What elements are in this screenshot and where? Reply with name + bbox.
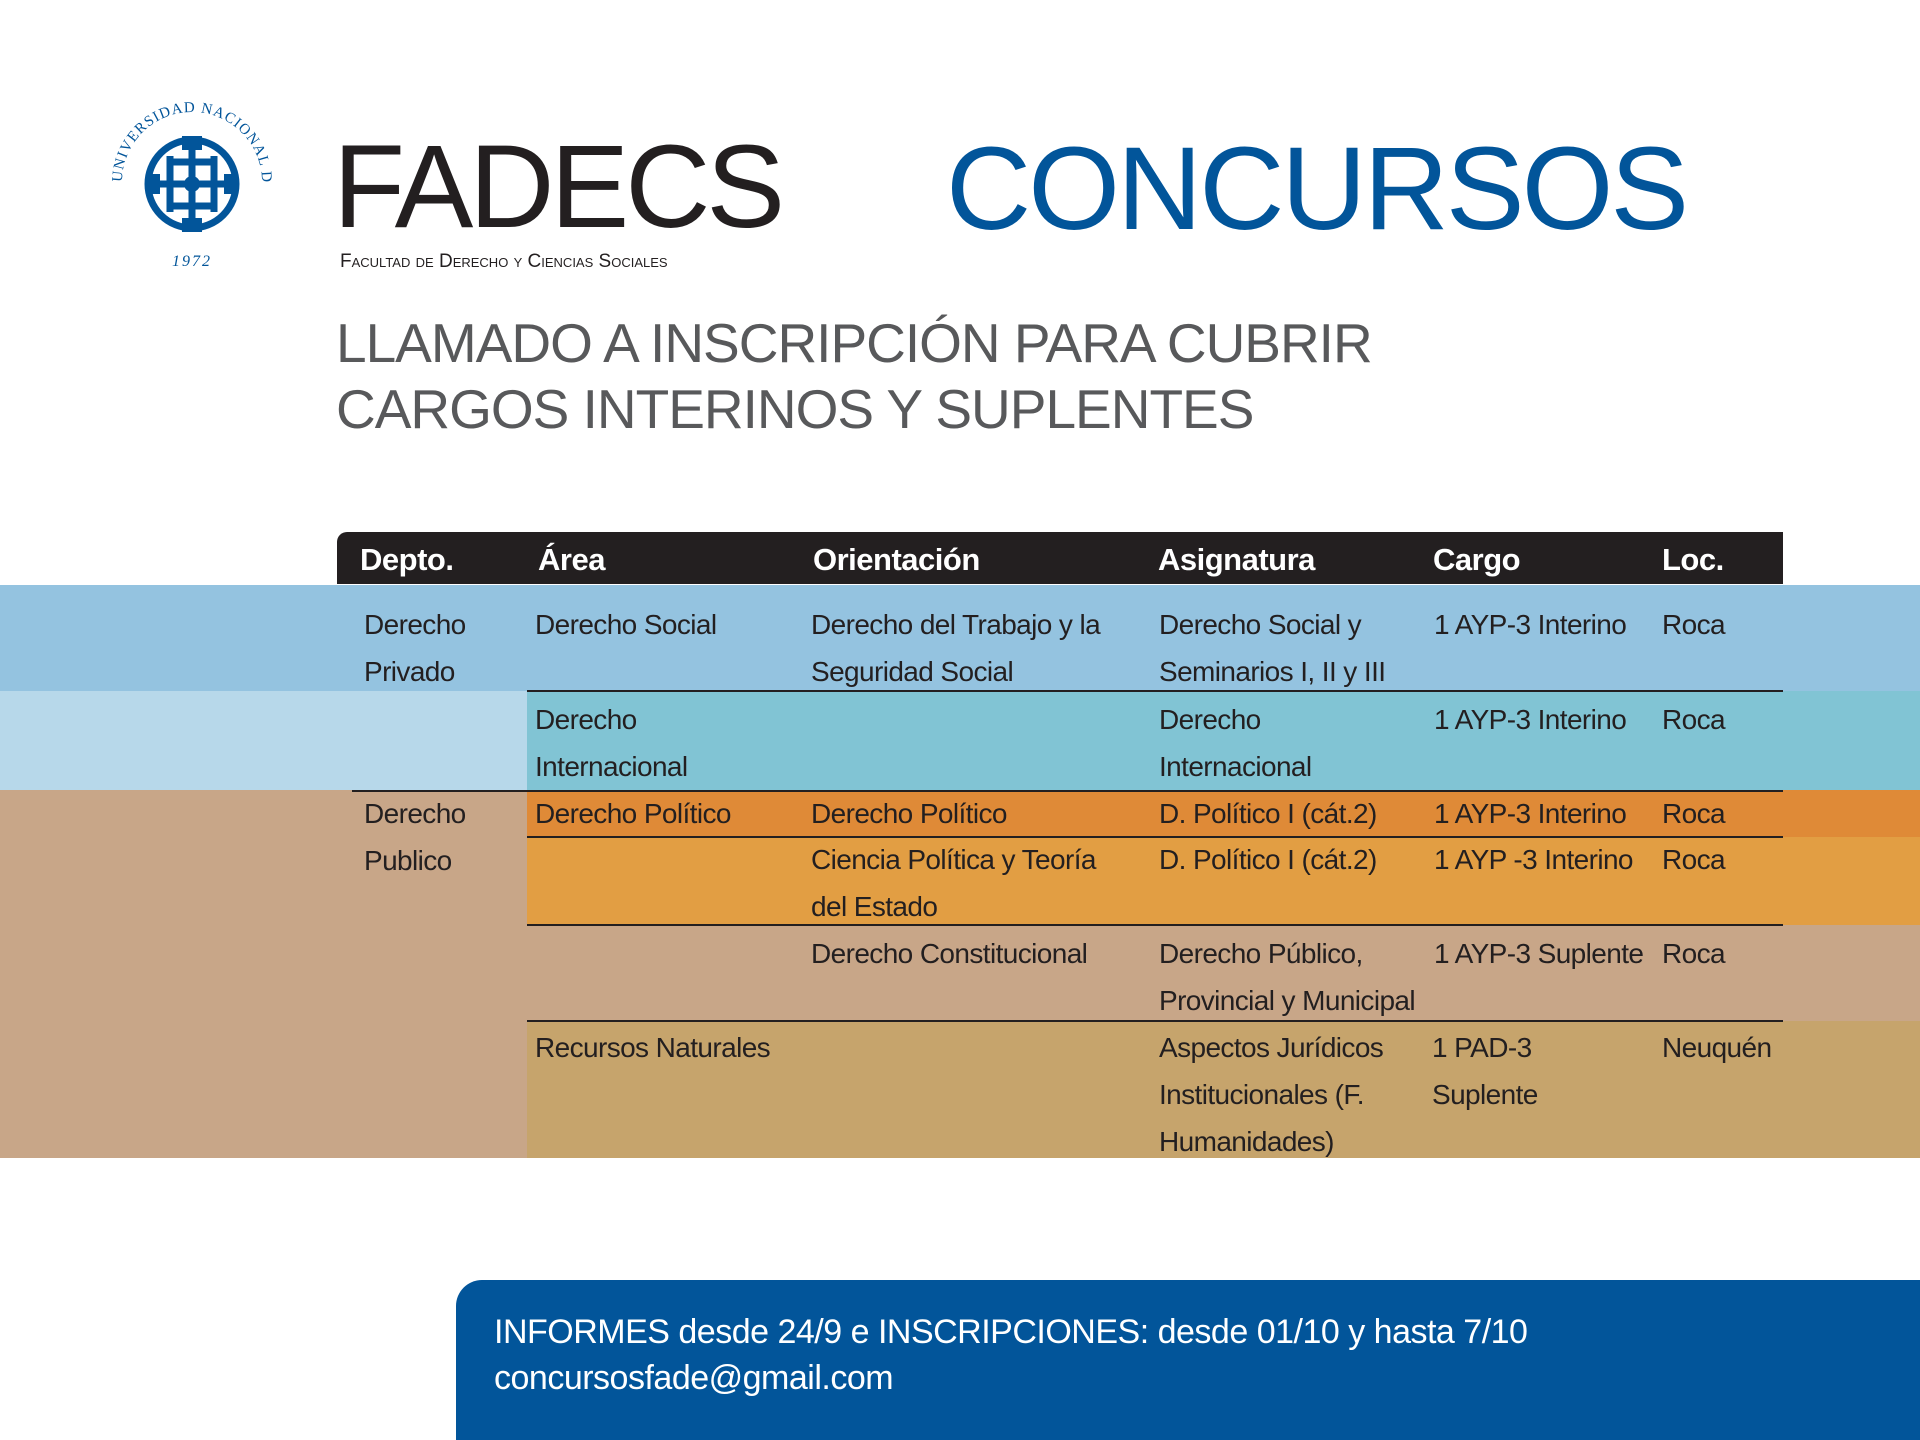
footer-email[interactable]: concursosfade@gmail.com: [494, 1359, 894, 1397]
column-header-loc: Loc.: [1662, 542, 1724, 577]
cell-depto: Derecho Privado: [364, 609, 466, 687]
footer-info: INFORMES desde 24/9 e INSCRIPCIONES: desde 01/10 y hasta 7/10: [494, 1313, 1528, 1351]
call-title: [336, 310, 1372, 442]
cell-area: Derecho Internacional: [535, 704, 688, 782]
headline: CONCURSOS: [946, 123, 1687, 255]
cell-loc: Neuquén: [1662, 1032, 1772, 1063]
cell-cargo: 1 AYP-3 Interino: [1434, 798, 1627, 829]
column-header-asignatura: Asignatura: [1158, 542, 1315, 577]
row-divider: [527, 924, 1783, 926]
university-seal-icon: [108, 96, 276, 272]
column-header-area: Área: [538, 542, 605, 577]
cell-asignatura: Derecho Público, Provincial y Municipal: [1159, 938, 1416, 1016]
column-header-depto: Depto.: [360, 542, 454, 577]
call-line-2: CARGOS INTERINOS Y SUPLENTES: [336, 378, 1254, 440]
row-divider: [527, 1020, 1783, 1022]
university-seal: [108, 96, 276, 272]
cell-area: Derecho Social: [535, 609, 717, 640]
cell-asignatura: D. Político I (cát.2): [1159, 844, 1377, 875]
cell-asignatura: D. Político I (cát.2): [1159, 798, 1377, 829]
cell-cargo: 1 PAD-3 Suplente: [1432, 1032, 1538, 1110]
cell-loc: Roca: [1662, 798, 1725, 829]
cell-area: Derecho Político: [535, 798, 731, 829]
cell-asignatura: Derecho Internacional: [1159, 704, 1312, 782]
row-band-internacional-left: [0, 691, 527, 790]
cell-orientacion: Derecho Político: [811, 798, 1007, 829]
cell-asignatura: Aspectos Jurídicos Institucionales (F. Humanidades): [1159, 1032, 1384, 1157]
cell-loc: Roca: [1662, 704, 1725, 735]
seal-year: 1972: [172, 253, 212, 270]
call-line-1: LLAMADO A INSCRIPCIÓN PARA CUBRIR: [336, 312, 1372, 374]
faculty-name: Facultad de Derecho y Ciencias Sociales: [340, 251, 668, 272]
cell-orientacion: Derecho Constitucional: [811, 938, 1088, 969]
cell-asignatura: Derecho Social y Seminarios I, II y III: [1159, 609, 1386, 687]
column-header-orientacion: Orientación: [813, 542, 980, 577]
cell-cargo: 1 AYP-3 Interino: [1434, 609, 1627, 640]
cell-orientacion: Ciencia Política y Teoría del Estado: [811, 844, 1096, 922]
cell-cargo: 1 AYP -3 Interino: [1434, 844, 1633, 875]
cell-loc: Roca: [1662, 609, 1725, 640]
cell-orientacion: Derecho del Trabajo y la Seguridad Social: [811, 609, 1101, 687]
faculty-acronym: FADECS: [333, 121, 782, 253]
cell-loc: Roca: [1662, 938, 1725, 969]
seal-text: UNIVERSIDAD NACIONAL D: [109, 99, 275, 184]
cell-loc: Roca: [1662, 844, 1725, 875]
column-header-cargo: Cargo: [1433, 542, 1521, 577]
cell-area: Recursos Naturales: [535, 1032, 771, 1063]
cell-cargo: 1 AYP-3 Interino: [1434, 704, 1627, 735]
cell-depto: Derecho Publico: [364, 798, 466, 876]
cell-cargo: 1 AYP-3 Suplente: [1434, 938, 1644, 969]
row-divider: [527, 690, 1783, 692]
